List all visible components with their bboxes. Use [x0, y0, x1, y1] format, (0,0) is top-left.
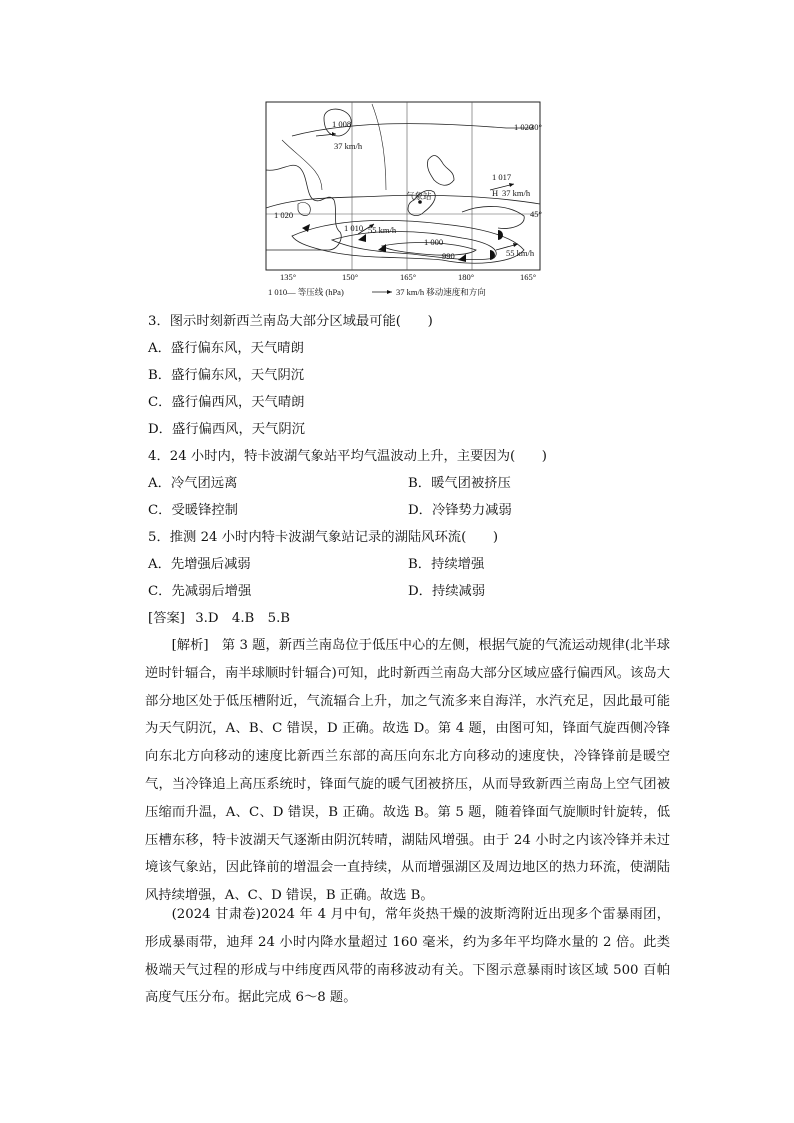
- question-4-option-c: C．受暖锋控制: [148, 503, 238, 518]
- isobar-label: 1 020: [514, 122, 534, 132]
- explanation-block: [145, 632, 670, 910]
- isobar: [462, 206, 524, 228]
- speed-label: 37 km/h: [502, 188, 531, 198]
- answer-text: 3.D 4.B 5.B: [195, 611, 291, 626]
- question-4-stem: 4．24 小时内，特卡波湖气象站平均气温波动上升，主要因为( ): [148, 449, 547, 464]
- question-4-option-d: D．冷锋势力减弱: [408, 503, 512, 518]
- question-3-option-b: B．盛行偏东风，天气阴沉: [148, 368, 305, 383]
- longitude-label: 165°: [400, 272, 417, 282]
- isobar-label: 1 017: [492, 172, 512, 182]
- isobar: [372, 104, 386, 190]
- arrowhead: [509, 183, 514, 187]
- longitude-label: 135°: [280, 272, 297, 282]
- high-pressure-symbol: H: [492, 188, 499, 198]
- isobar: [282, 140, 322, 190]
- question-5-stem: 5．推测 24 小时内特卡波湖气象站记录的湖陆风环流( ): [148, 530, 499, 545]
- latitude-label: 45°: [530, 209, 542, 219]
- longitude-label: 150°: [342, 272, 359, 282]
- question-4-option-a: A．冷气团远离: [148, 476, 238, 491]
- isobar: [292, 220, 524, 263]
- answer-label: [答案]: [148, 611, 185, 626]
- cold-front-symbol: [378, 244, 386, 252]
- intro-block: [145, 901, 670, 1012]
- question-5-option-a: A．先增强后减弱: [148, 557, 251, 572]
- weather-map-figure: [262, 100, 544, 300]
- isobar: [266, 195, 540, 208]
- speed-label: 37 km/h: [334, 141, 363, 151]
- isobar-label: 1 000: [424, 237, 444, 247]
- weather-map: [262, 100, 544, 300]
- isobar-label: 1 010: [344, 223, 364, 233]
- question-5-option-d: D．持续减弱: [408, 584, 486, 599]
- latitude-label: 30°: [530, 122, 542, 132]
- cold-front-symbol: [458, 254, 466, 262]
- nz-north-island: [427, 156, 454, 186]
- explanation-text: [解析] 第 3 题，新西兰南岛位于低压中心的左侧，根据气旋的气流运动规律(北半球逆时针辐合，南半球顺时针辐合)可知，此时新西兰南岛大部分区域应盛行偏西风。该岛大部分地区处于低压槽附近，气流辐合上升，加之气流多来自海洋，水汽充足，因此最可能为天气阴沉，A、B、C 错误，D 正确。故选 D。第 4 题，由图可知，锋面气旋西侧冷锋向东北方向移动的速度比新西兰东部的高压向东北方向移动的速度快，冷锋锋前是暖空气，当冷锋追上高压系统时，锋面气旋的暖气团被挤压，从而导致新西兰南岛上空气团被压缩而升温，A、C、D 错误，B 正确。故选 B。第 5 题，随着锋面气旋顺时针旋转，低压槽东移，特卡波湖天气逐渐由阴沉转晴，湖陆风增强。由于 24 小时之内该冷锋并未过境该气象站，因此锋前的增温会一直持续，从而增强湖区及周边地区的热力环流，使湖陆风持续增强，A、C、D 错误，B 正确。故选 B。: [145, 638, 670, 904]
- speed-label: 55 km/h: [506, 248, 535, 258]
- australia-coast: [266, 165, 341, 250]
- question-3-option-d: D．盛行偏西风，天气阴沉: [148, 422, 305, 437]
- intro-text: (2024 甘肃卷)2024 年 4 月中旬，常年炎热干燥的波斯湾附近出现多个雷暴雨团，形成暴雨带，迪拜 24 小时内降水量超过 160 毫米，约为多年平均降水量的 2 倍。此类极端天气过程的形成与中纬度西风带的南移波动有关。下图示意暴雨时该区域 500 百帕高度气压分布。据此完成 6～8 题。: [145, 907, 670, 1006]
- isobar-label: 990: [442, 251, 455, 261]
- isobar-label: 1 020: [274, 210, 294, 220]
- legend-speed: 37 km/h 移动速度和方向: [396, 287, 486, 297]
- longitude-label: 165°: [520, 272, 537, 282]
- isobar: [292, 124, 532, 136]
- station-label: 气象站: [406, 191, 432, 201]
- question-3-stem: 3．图示时刻新西兰南岛大部分区域最可能( ): [148, 314, 433, 329]
- question-4-option-b: B．暖气团被挤压: [408, 476, 511, 491]
- question-5-option-b: B．持续增强: [408, 557, 485, 572]
- speed-label: 55 km/h: [368, 225, 397, 235]
- question-3-option-a: A．盛行偏东风，天气晴朗: [148, 341, 304, 356]
- legend-arrowhead: [387, 290, 392, 294]
- isobar-label: 1 008: [332, 119, 352, 129]
- warm-front-symbol: [498, 230, 503, 240]
- longitude-label: 180°: [458, 272, 475, 282]
- question-3-option-c: C．盛行偏西风，天气晴朗: [148, 395, 305, 410]
- cold-front-symbol: [358, 234, 366, 242]
- answer-line: [148, 609, 290, 629]
- warm-front-symbol: [490, 250, 495, 260]
- legend-isobar: 1 010— 等压线 (hPa): [268, 287, 344, 297]
- question-5-option-c: C．先减弱后增强: [148, 584, 252, 599]
- tasmania-coast: [298, 202, 310, 215]
